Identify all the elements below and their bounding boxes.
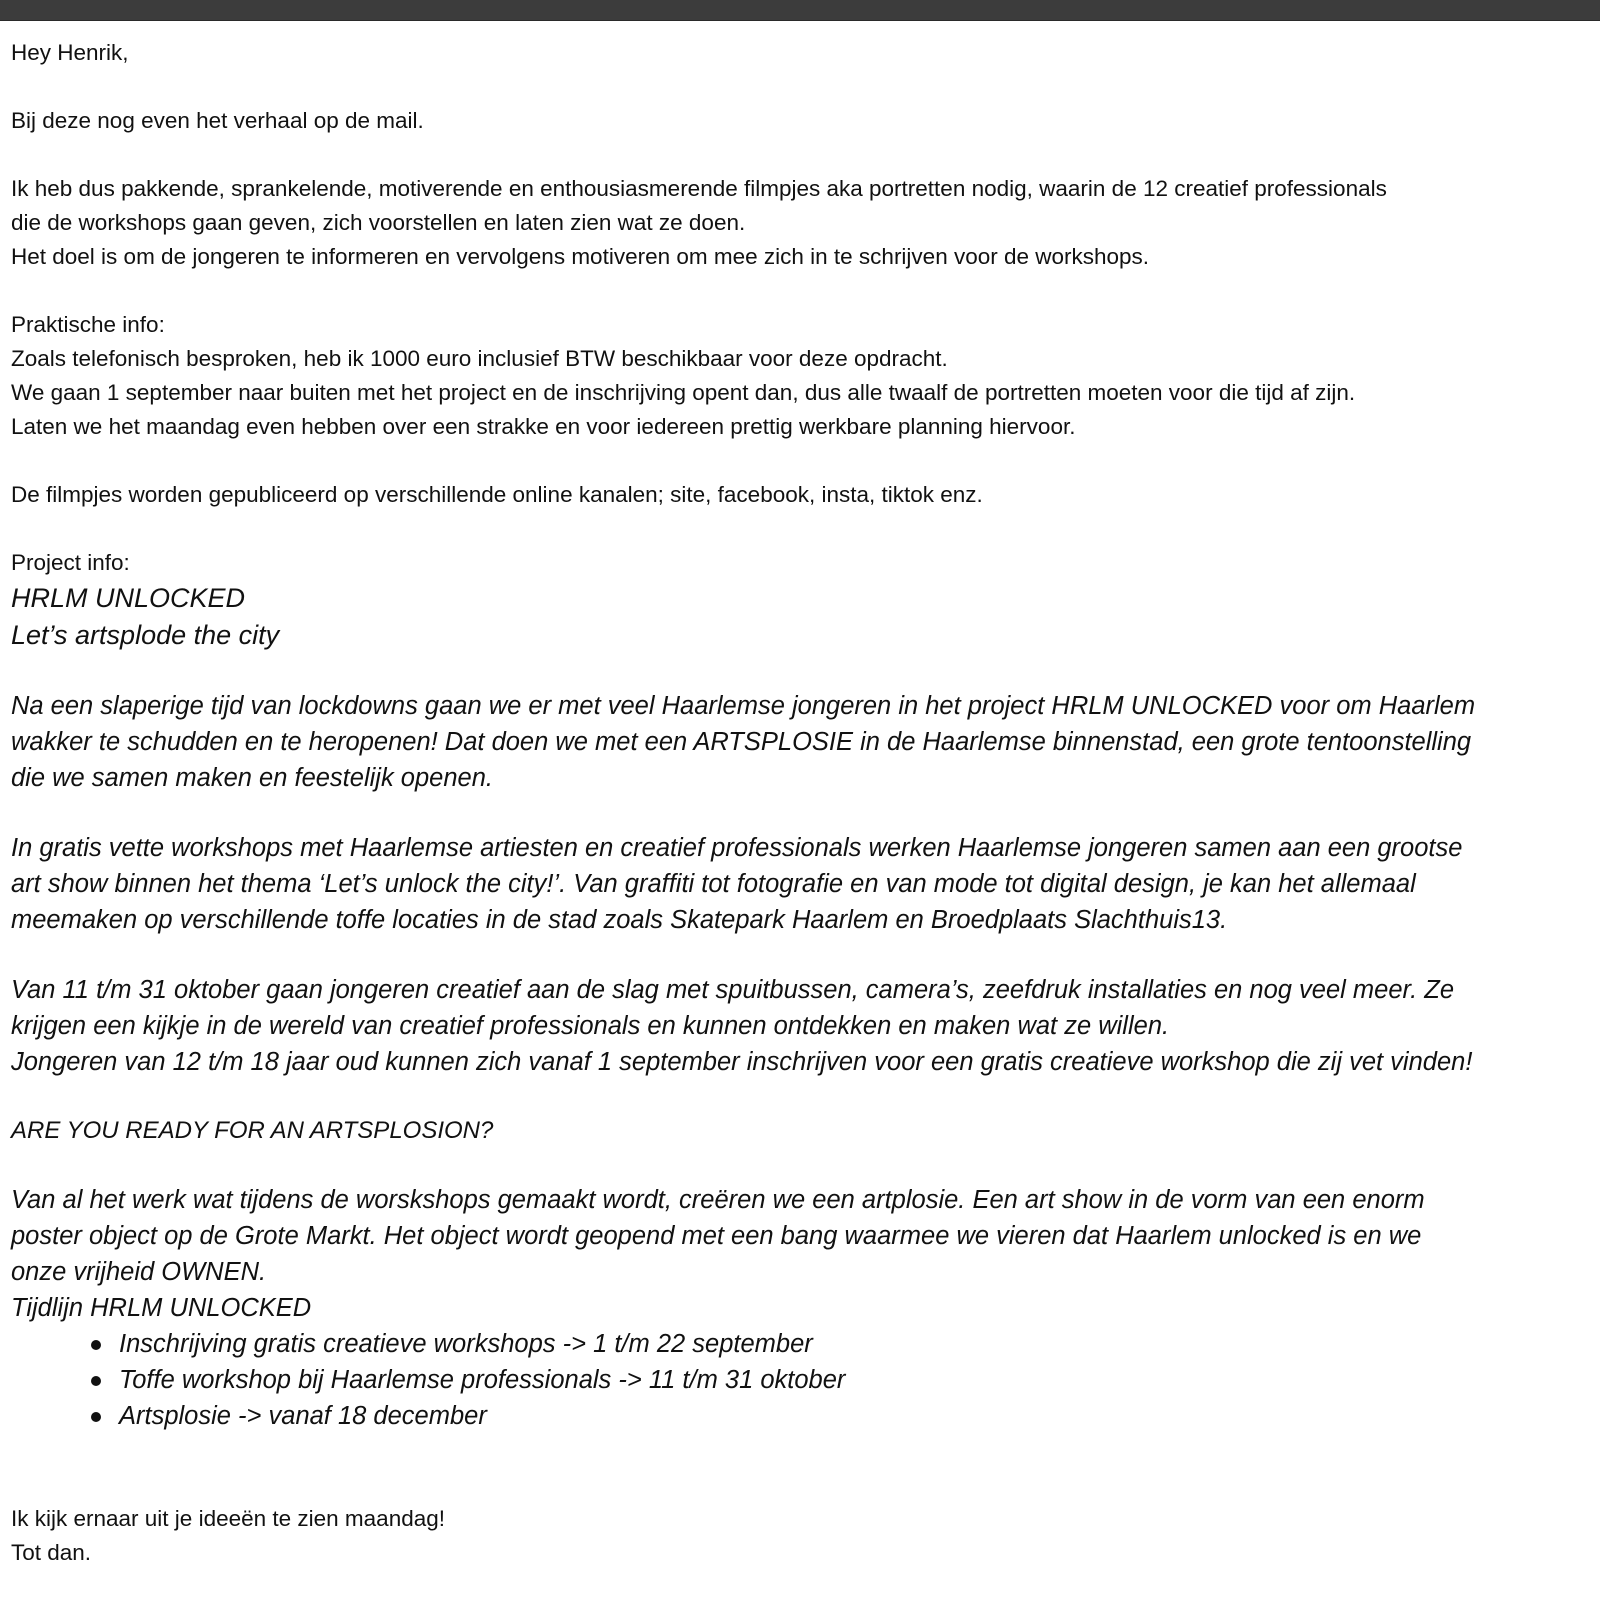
blank-line [11,796,1591,830]
timeline-item-text: Artsplosie -> vanaf 18 december [119,1402,487,1430]
bullet-icon [91,1376,101,1386]
project-tagline: Let’s artsplode the city [11,620,280,650]
paragraph-line: poster object op de Grote Markt. Het object wordt geopend met een bang waarmee we vieren dat Haarlem unlocked is en we [11,1222,1422,1250]
practical-line: We gaan 1 september naar buiten met het project en de inschrijving opent dan, dus alle twaalf de portretten moeten voor die tijd af zijn. [11,380,1356,405]
paragraph-line: In gratis vette workshops met Haarlemse artiesten en creatief professionals werken Haarlemse jongeren samen aan een grootse [11,834,1463,862]
greeting: Hey Henrik, [11,40,129,65]
blank-line [11,1080,1591,1114]
paragraph-line: wakker te schudden en te heropenen! Dat doen we met een ARTSPLOSIE in de Haarlemse binnenstad, een grote tentoonstelling [11,728,1472,756]
closing-line: Ik kijk ernaar uit je ideeën te zien maandag! [11,1506,446,1531]
email-body [11,36,1591,1570]
practical-line: Laten we het maandag even hebben over een strakke en voor iedereen prettig werkbare planning hiervoor. [11,414,1076,439]
paragraph-line: Van 11 t/m 31 oktober gaan jongeren creatief aan de slag met spuitbussen, camera’s, zeefdruk installaties en nog veel meer. Ze [11,976,1455,1004]
blank-line [11,1148,1591,1182]
project-title: HRLM UNLOCKED [11,583,246,613]
practical-heading: Praktische info: [11,312,165,337]
blank-line [11,70,1591,104]
blank-line [11,1468,1591,1502]
timeline-item-text: Toffe workshop bij Haarlemse professionals -> 11 t/m 31 oktober [119,1366,846,1394]
blank-line [11,938,1591,972]
paragraph-line: krijgen een kijkje in de wereld van creatief professionals en kunnen ontdekken en maken wat ze willen. [11,1012,1170,1040]
intro-line: Bij deze nog even het verhaal op de mail. [11,108,424,133]
blank-line [11,274,1591,308]
publish-line: De filmpjes worden gepubliceerd op verschillende online kanalen; site, facebook, insta, tiktok enz. [11,482,983,507]
window-titlebar [0,0,1600,21]
paragraph-line: meemaken op verschillende toffe locaties in de stad zoals Skatepark Haarlem en Broedplaats Slachthuis13. [11,906,1228,934]
practical-line: Zoals telefonisch besproken, heb ik 1000 euro inclusief BTW beschikbaar voor deze opdracht. [11,346,948,371]
request-line: Ik heb dus pakkende, sprankelende, motiverende en enthousiasmerende filmpjes aka portretten nodig, waarin de 12 creatief professionals [11,176,1387,201]
timeline-item [91,1362,1591,1398]
timeline-item-text: Inschrijving gratis creatieve workshops -> 1 t/m 22 september [119,1330,813,1358]
request-line: die de workshops gaan geven, zich voorstellen en laten zien wat ze doen. [11,210,746,235]
blank-line [11,138,1591,172]
paragraph-line: Van al het werk wat tijdens de worskshops gemaakt wordt, creëren we een artplosie. Een art show in de vorm van een enorm [11,1186,1425,1214]
timeline-heading: Tijdlijn HRLM UNLOCKED [11,1294,312,1322]
bullet-icon [91,1412,101,1422]
request-line: Het doel is om de jongeren te informeren en vervolgens motiveren om mee zich in te schrijven voor de workshops. [11,244,1150,269]
artsplosion-question: ARE YOU READY FOR AN ARTSPLOSION? [11,1117,494,1144]
bullet-icon [91,1340,101,1350]
paragraph-line: Na een slaperige tijd van lockdowns gaan we er met veel Haarlemse jongeren in het project HRLM UNLOCKED voor om Haarlem [11,692,1476,720]
paragraph-line: onze vrijheid OWNEN. [11,1258,267,1286]
paragraph-line: die we samen maken en feestelijk openen. [11,764,493,792]
paragraph-line: art show binnen het thema ‘Let’s unlock the city!’. Van graffiti tot fotografie en van mode tot digital design, je kan het allemaal [11,870,1416,898]
timeline-list [11,1326,1591,1434]
paragraph-line: Jongeren van 12 t/m 18 jaar oud kunnen zich vanaf 1 september inschrijven voor een gratis creatieve workshop die zij vet vinden! [11,1048,1473,1076]
timeline-item [91,1326,1591,1362]
project-heading: Project info: [11,550,130,575]
blank-line [11,512,1591,546]
signoff-line: Tot dan. [11,1540,92,1565]
blank-line [11,444,1591,478]
blank-line [11,1434,1591,1468]
blank-line [11,654,1591,688]
timeline-item [91,1398,1591,1434]
